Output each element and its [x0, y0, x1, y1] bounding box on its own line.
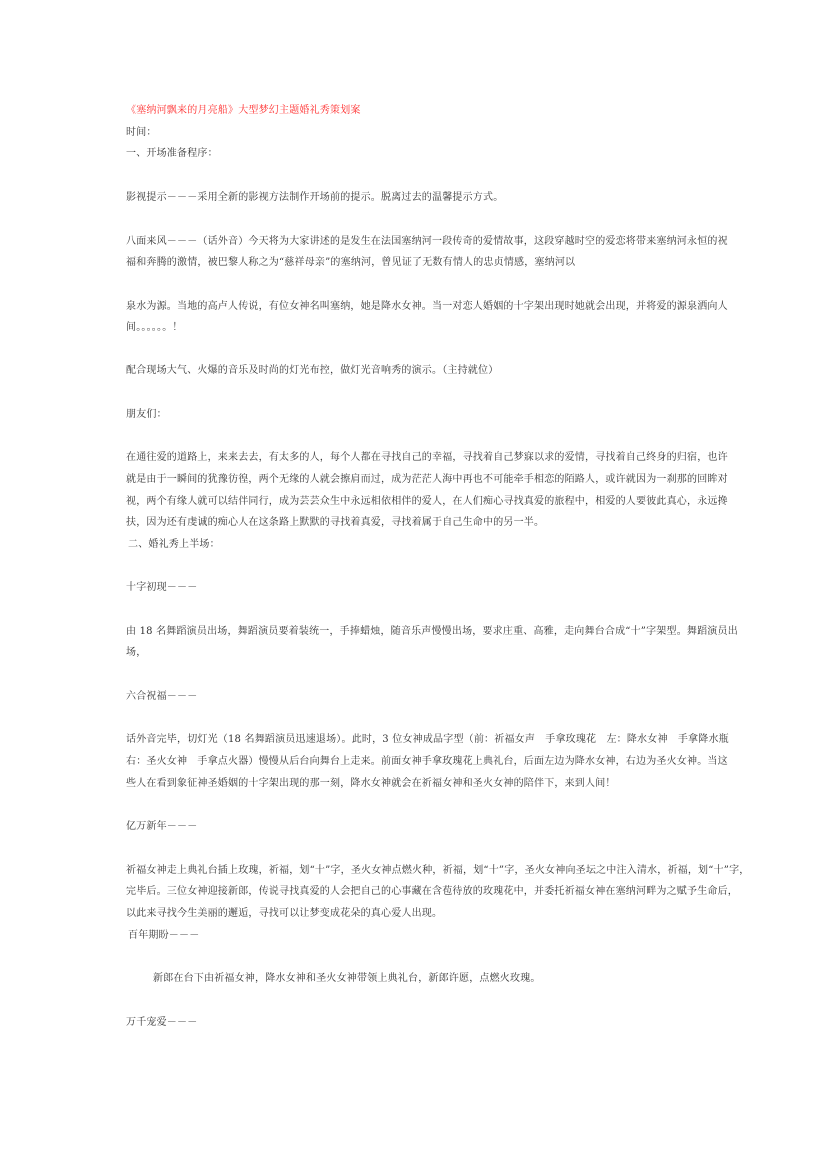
paragraph-six-line1: 话外音完毕，切灯光（18 名舞蹈演员迅速退场）。此时，3 位女神成品字型（前：祈福女声 手拿玫瑰花 左：降水女神 手拿降水瓶 — [126, 734, 729, 745]
section2-heading: 二、婚礼秀上半场： — [128, 539, 220, 550]
paragraph-hundred: 新郎在台下由祈福女神，降水女神和圣火女神带领上典礼台，新郎许愿，点燃火玫瑰。 — [153, 973, 541, 984]
paragraph-wind-line1: 八面来风－－－（话外音）今天将为大家讲述的是发生在法国塞纳河一段传奇的爱情故事，这段穿越时空的爱恋将带来塞纳河永恒的祝 — [126, 236, 728, 247]
paragraph-road-line4: 扶，因为还有虔诚的痴心人在这条路上默默的寻找着真爱，寻找着属于自己生命中的另一半。 — [126, 517, 545, 528]
heading-hundred: 百年期盼－－－ — [128, 930, 200, 941]
paragraph-six-line3: 些人在看到象征神圣婚姻的十字架出现的那一刻，降水女神就会在祈福女神和圣火女神的陪伴下，来到人间！ — [126, 778, 616, 789]
paragraph-road-line3: 视，两个有缘人就可以结伴同行，成为芸芸众生中永远相依相伴的爱人，在人们痴心寻找真爱的旅程中，相爱的人要彼此真心，永远搀 — [126, 496, 728, 507]
heading-cross: 十字初现－－－ — [126, 582, 198, 593]
paragraph-newyear-line2: 完毕后。三位女神迎接新郎，传说寻找真爱的人会把自己的心事藏在含苞待放的玫瑰花中，并委托祈福女神在塞纳河畔为之赋予生命后， — [126, 886, 738, 897]
paragraph-spring-line1: 泉水为源。当地的高卢人传说，有位女神名叫塞纳，她是降水女神。当一对恋人婚姻的十字架出现时她就会出现，并将爱的源泉洒向人 — [126, 301, 728, 312]
paragraph-newyear-line1: 祈福女神走上典礼台插上玫瑰，祈福，划“十”字，圣火女神点燃火种，祈福，划“十”字，圣火女神向圣坛之中注入清水，祈福，划“十”字， — [126, 865, 750, 876]
heading-newyear: 亿万新年－－－ — [126, 821, 198, 832]
paragraph-road-line1: 在通往爱的道路上，来来去去，有太多的人，每个人都在寻找自己的幸福，寻找着自己梦寐以求的爱情，寻找着自己终身的归宿，也许 — [126, 452, 728, 463]
section1-heading: 一、开场准备程序： — [126, 148, 218, 159]
paragraph-road-line2: 就是由于一瞬间的犹豫彷徨，两个无缘的人就会擦肩而过，成为茫茫人海中再也不可能牵手相恋的陌路人，或许就因为一刹那的回眸对 — [126, 474, 728, 485]
paragraph-wind-line2: 福和奔腾的激情，被巴黎人称之为“慈祥母亲”的塞纳河，曾见证了无数有情人的忠贞情感，塞纳河以 — [126, 257, 576, 268]
time-label: 时间： — [126, 127, 157, 138]
paragraph-video: 影视提示－－－采用全新的影视方法制作开场前的提示。脱离过去的温馨提示方式。 — [126, 192, 504, 203]
paragraph-six-line2: 右：圣火女神 手拿点火器）慢慢从后台向舞台上走来。前面女神手拿玫瑰花上典礼台，后面左边为降水女神，右边为圣火女神。当这 — [126, 756, 728, 767]
paragraph-spring-line2: 间。。。。。。！ — [126, 322, 183, 333]
paragraph-light: 配合现场大气、火爆的音乐及时尚的灯光布控，做灯光音响秀的演示。（主持就位） — [126, 365, 499, 376]
paragraph-cross-line1: 由 18 名舞蹈演员出场，舞蹈演员要着装统一，手捧蜡烛，随音乐声慢慢出场，要求庄重、高雅，走向舞台合成“十”字架型。舞蹈演员出 — [126, 626, 738, 637]
paragraph-friends: 朋友们： — [126, 409, 167, 420]
heading-six: 六合祝福－－－ — [126, 691, 198, 702]
paragraph-newyear-line3: 以此来寻找今生美丽的邂逅，寻找可以让梦变成花朵的真心爱人出现。 — [126, 908, 443, 919]
heading-thousand: 万千宠爱－－－ — [126, 1017, 198, 1028]
document-title: 《塞纳河飘来的月亮船》大型梦幻主题婚礼秀策划案 — [126, 105, 361, 116]
paragraph-cross-line2: 场， — [126, 647, 147, 658]
